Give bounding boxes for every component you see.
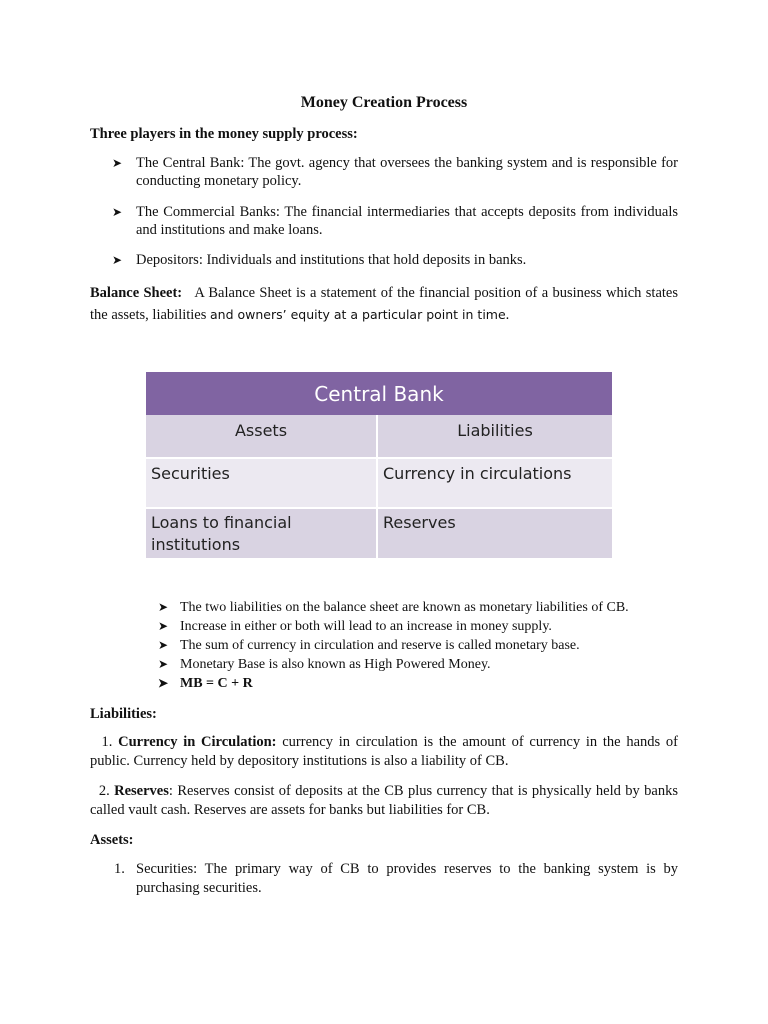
- arrowhead-bullet-icon: ➤: [112, 156, 123, 170]
- table-cell: Reserves: [383, 513, 456, 532]
- arrowhead-bullet-icon: ➤: [158, 657, 169, 671]
- list-item: [112, 203, 678, 239]
- table-row: [146, 459, 612, 507]
- item-number: 1.: [101, 734, 113, 750]
- player-text: The Central Bank: The govt. agency that oversees the banking system and is responsible for conducting monetary policy.: [136, 155, 678, 189]
- player-text: Depositors: Individuals and institutions that hold deposits in banks.: [136, 252, 527, 268]
- item-number: 2.: [98, 783, 110, 799]
- arrowhead-bullet-icon: ➤: [112, 253, 123, 267]
- liabilities-heading: Liabilities:: [90, 706, 157, 722]
- item-term: Reserves: [114, 783, 169, 799]
- list-item: [158, 636, 698, 655]
- table-cell: Securities: [146, 459, 378, 507]
- players-heading: Three players in the money supply process:: [90, 126, 358, 142]
- player-text: The Commercial Banks: The financial intermediaries that accepts deposits from individuals and institutions and make loans.: [136, 204, 678, 238]
- table-header-row: [146, 415, 612, 457]
- assets-heading: Assets:: [90, 832, 134, 848]
- table-cell: Currency in circulations: [383, 464, 572, 483]
- list-item: [158, 655, 698, 674]
- list-item: [158, 674, 698, 693]
- arrowhead-bullet-icon: ➤: [158, 638, 169, 652]
- arrowhead-bullet-icon: ➤: [158, 619, 169, 633]
- balance-sheet-period: .: [505, 307, 510, 323]
- table-cell: Loans to financial institutions: [146, 509, 378, 558]
- table-title: Central Bank: [146, 372, 612, 415]
- arrowhead-bullet-icon: ➤: [158, 676, 169, 690]
- header-assets: Assets: [146, 415, 378, 457]
- list-item: [158, 617, 698, 636]
- item-number: 1.: [114, 861, 125, 877]
- list-item: [112, 154, 678, 190]
- liability-item: [90, 733, 678, 771]
- list-item: [112, 251, 678, 269]
- item-term: Currency in Circulation:: [118, 734, 277, 750]
- balance-sheet-text: A Balance Sheet is a statement of the financial position of a business which states the assets, liabilities: [90, 285, 678, 323]
- item-text: currency in circulation is the amount of currency in the hands of public. Currency held by depository institutions is also a liability of CB.: [90, 734, 678, 769]
- cb-notes-list: [158, 598, 698, 693]
- item-text: : Reserves consist of deposits at the CB plus currency that is physically held by banks called vault cash. Reserves are assets for banks but liabilities for CB.: [90, 783, 679, 818]
- central-bank-table: [146, 372, 612, 558]
- balance-sheet-paragraph: [90, 282, 678, 326]
- list-item: [158, 598, 698, 617]
- note-text: Monetary Base is also known as High Powered Money.: [180, 657, 491, 672]
- note-text: The two liabilities on the balance sheet are known as monetary liabilities of CB.: [180, 600, 629, 615]
- page-title: Money Creation Process: [300, 94, 468, 111]
- list-item: [114, 860, 678, 898]
- item-text: Securities: The primary way of CB to provides reserves to the banking system is by purchasing securities.: [136, 861, 678, 896]
- table-row: [146, 509, 612, 558]
- liability-item: [90, 782, 678, 820]
- players-list: [112, 154, 678, 269]
- header-liabilities: Liabilities: [457, 421, 533, 440]
- balance-sheet-label: Balance Sheet:: [90, 285, 183, 301]
- note-text: Increase in either or both will lead to an increase in money supply.: [180, 619, 552, 634]
- formula-text: MB = C + R: [180, 676, 253, 691]
- note-text: The sum of currency in circulation and reserve is called monetary base.: [180, 638, 580, 653]
- arrowhead-bullet-icon: ➤: [158, 600, 169, 614]
- balance-sheet-text-tail: and owners’ equity at a particular point in time: [210, 307, 506, 322]
- assets-list: [114, 860, 678, 898]
- arrowhead-bullet-icon: ➤: [112, 205, 123, 219]
